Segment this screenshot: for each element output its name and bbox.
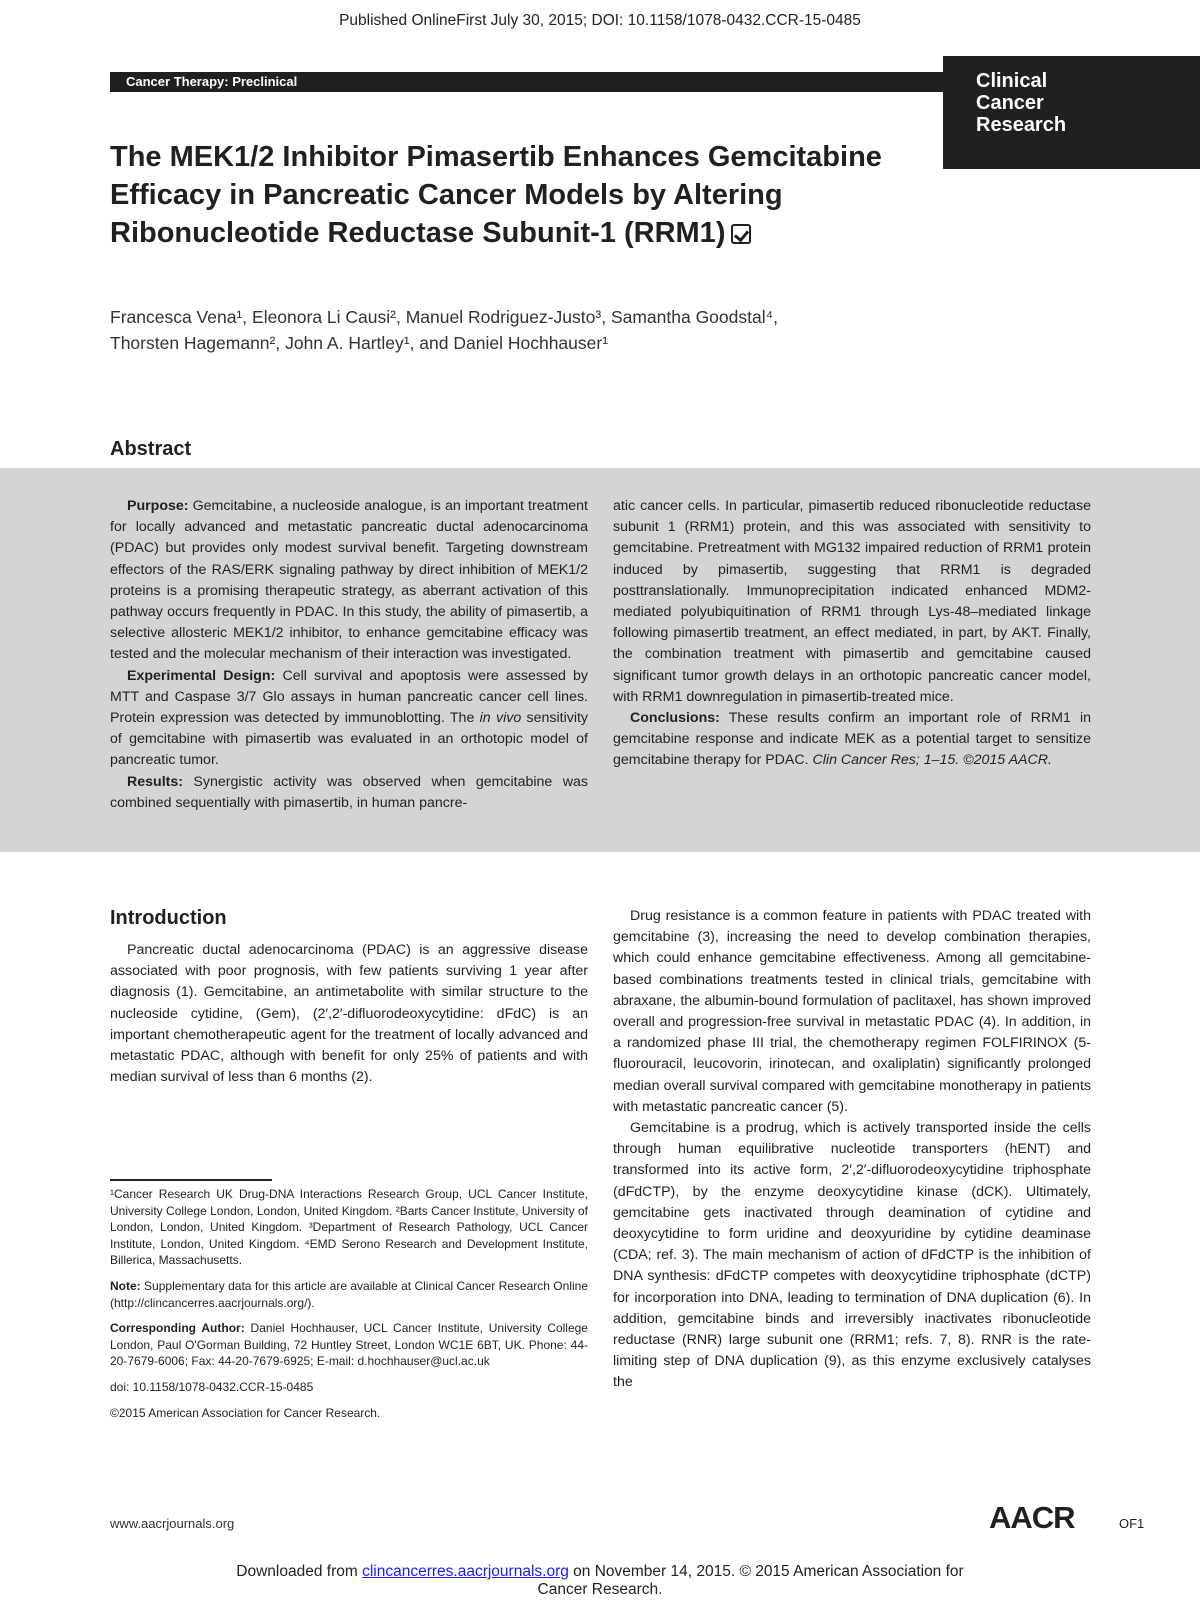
note-text: Supplementary data for this article are available at Clinical Cancer Research Online (http://clincancerres.aacrjournals.org/). [110, 1278, 588, 1310]
supplementary-note [110, 1278, 588, 1311]
design-text-1: Cell survival and apoptosis were assessed by MTT and Caspase 3/7 Glo assays in human pancreatic cancer cell lines. Protein expression was detected by immunoblotting. The [110, 667, 589, 727]
article-title-text: The MEK1/2 Inhibitor Pimasertib Enhances Gemcitabine Efficacy in Pancreatic Cancer Models by Altering Ribonucleotide Reductase Subunit-1 (RRM1) [110, 141, 882, 249]
author-line-2: Thorsten Hagemann², John A. Hartley¹, and Daniel Hochhauser¹ [110, 333, 609, 353]
purpose-label: Purpose: [127, 498, 189, 514]
design-text-2: sensitivity of gemcitabine with pimasertib was evaluated in an orthotopic model of pancreatic tumor. [110, 710, 589, 769]
download-notice [0, 1563, 1200, 1599]
article-doi: doi: 10.1158/1078-0432.CCR-15-0485 [110, 1379, 314, 1394]
download-prefix: Downloaded from [236, 1563, 363, 1580]
intro-paragraph-1: Pancreatic ductal adenocarcinoma (PDAC) is an aggressive disease associated with poor prognosis, with few patients surviving 1 year after diagnosis (1). Gemcitabine, an antimetabolite with similar structure to the nucleoside cytidine, (Gem), (2′,2′-difluorodeoxycytidine: dFdC) is an important chemotherapeutic agent for the treatment of locally advanced and metastatic PDAC, although with benefit for only 25% of patients and with median survival of less than 6 months (2). [110, 942, 588, 1086]
design-italic: in vivo [479, 710, 522, 727]
abstract-left-column [110, 496, 588, 814]
introduction-heading: Introduction [110, 907, 227, 929]
intro-paragraph-3: Gemcitabine is a prodrug, which is actively transported inside the cells through human equilibrative nucleotide transporters (hENT) and transformed into its active form, 2′,2′-difluorodeoxycytidine triphosphate (dFdCTP), by the enzyme deoxycytidine kinase (dCK). Ultimately, gemcitabine gets inactivated through deamination of cytidine and deoxycytidine to form uridine and deoxyuridine by cytidine deaminase (CDA; ref. 3). The main mechanism of action of dFdCTP is the inhibition of DNA synthesis: dFdCTP competes with deoxycytidine triphosphate (dCTP) for incorporation into DNA, leading to termination of DNA duplication (6). In addition, gemcitabine binds and irreversibly inactivates ribonucleotide reductase (RNR) large subunit one (RRM1; refs. 7, 8). RNR is the rate-limiting step of DNA duplication (9), as this enzyme exclusively catalyses the [613, 1120, 1091, 1391]
abstract-citation: Clin Cancer Res; 1–15. ©2015 AACR. [812, 752, 1052, 769]
abstract-heading: Abstract [110, 438, 192, 460]
conclusions-text: These results confirm an important role of RRM1 in gemcitabine response and indicate MEK as a potential target to sensitize gemcitabine therapy for PDAC. [613, 710, 1091, 769]
journal-line-3: Research [976, 114, 1067, 136]
purpose-text: Gemcitabine, a nucleoside analogue, is an important treatment for locally advanced and metastatic pancreatic ductal adenocarcinoma (PDAC) but provides only modest survival benefit. Targeting downstream effectors of the RAS/ERK signaling pathway by direct inhibition of MEK1/2 proteins is a promising therapeutic strategy, as aberrant activation of this pathway occurs frequently in PDAC. In this study, the ability of pimasertib, a selective allosteric MEK1/2 inhibitor, to enhance gemcitabine efficacy was tested and the molecular mechanism of their interaction was investigated. [110, 498, 588, 663]
abstract-results-continued: atic cancer cells. In particular, pimasertib reduced ribonucleotide reductase subunit 1 (RRM1) protein, and this was associated with sensitivity to gemcitabine. Pretreatment with MG132 impaired reduction of RRM1 protein induced by pimasertib, suggesting that RRM1 is degraded posttranslationally. Immunoprecipitation indicated enhanced MDM2-mediated polyubiquitination of RRM1 through Lys-48–mediated linkage following pimasertib treatment, an effect mediated, in part, by AKT. Finally, the combination treatment with pimasertib and gemcitabine caused significant tumor growth delays in an orthotopic pancreatic cancer model, with RRM1 downregulation in pimasertib-treated mice. [613, 498, 1091, 705]
design-label: Experimental Design: [127, 667, 276, 684]
journal-title-box [943, 56, 1200, 169]
results-label: Results: [127, 773, 183, 790]
published-online-line: Published OnlineFirst July 30, 2015; DOI: 10.1158/1078-0432.CCR-15-0485 [339, 12, 861, 29]
author-line-1: Francesca Vena¹, Eleonora Li Causi², Manuel Rodriguez-Justo³, Samantha Goodstal⁴, [110, 307, 778, 327]
download-link[interactable]: clincancerres.aacrjournals.org [362, 1563, 569, 1580]
download-line-2: Cancer Research. [537, 1581, 663, 1598]
corresponding-text: Daniel Hochhauser, UCL Cancer Institute, University College London, Paul O'Gorman Building, 72 Huntley Street, London WC1E 6BT, UK. Phone: 44-20-7679-6006; Fax: 44-20-7679-6925; E-mail: d.hochhauser@ucl.ac.uk [110, 1321, 588, 1369]
section-banner: Cancer Therapy: Preclinical [110, 72, 943, 92]
journal-line-2: Cancer [976, 92, 1044, 114]
footnote-divider [110, 1179, 272, 1181]
open-access-icon[interactable] [731, 224, 751, 244]
abstract-right-column [613, 496, 1091, 772]
abstract-purpose [110, 496, 588, 666]
corresponding-author [110, 1320, 588, 1370]
introduction-left-column [110, 940, 588, 1088]
affiliations: ¹Cancer Research UK Drug-DNA Interactions Research Group, UCL Cancer Institute, University College London, London, United Kingdom. ²Barts Cancer Institute, University of London, London, United Kingdom. ³Department of Research Pathology, UCL Cancer Institute, London, United Kingdom. ⁴EMD Serono Research and Development Institute, Billerica, Massachusetts. [110, 1187, 588, 1268]
copyright-notice: ©2015 American Association for Cancer Research. [110, 1405, 381, 1420]
page-number: OF1 [1119, 1516, 1145, 1531]
footnotes [110, 1186, 588, 1430]
results-text-1: Synergistic activity was observed when gemcitabine was combined sequentially with pimasertib, in human pancre- [110, 773, 588, 811]
aacr-logo: AACR [989, 1500, 1075, 1535]
author-list [110, 304, 970, 356]
abstract-design [110, 666, 588, 772]
journal-line-1: Clinical [976, 70, 1048, 92]
introduction-right-column [613, 906, 1091, 1394]
abstract-results [110, 772, 588, 814]
corresponding-label: Corresponding Author: [110, 1321, 245, 1336]
article-title [110, 138, 940, 252]
note-label: Note: [110, 1278, 141, 1293]
conclusions-label: Conclusions: [630, 710, 720, 727]
download-suffix: on November 14, 2015. © 2015 American Association for [568, 1563, 964, 1580]
abstract-conclusions [613, 708, 1091, 772]
intro-paragraph-2: Drug resistance is a common feature in patients with PDAC treated with gemcitabine (3), increasing the need to develop combination therapies, which could enhance gemcitabine effectiveness. Among all gemcitabine-based combinations treatments tested in clinical trials, gemcitabine with abraxane, the albumin-bound formulation of paclitaxel, has shown improved overall and progression-free survival in metastatic PDAC (4). In addition, in a randomized phase III trial, the chemotherapy regimen FOLFIRINOX (5-fluorouracil, leucovorin, irinotecan, and oxaliplatin) significantly prolonged median overall survival compared with gemcitabine monotherapy in patients with metastatic pancreatic cancer (5). [613, 908, 1091, 1115]
journal-website[interactable]: www.aacrjournals.org [110, 1516, 235, 1531]
